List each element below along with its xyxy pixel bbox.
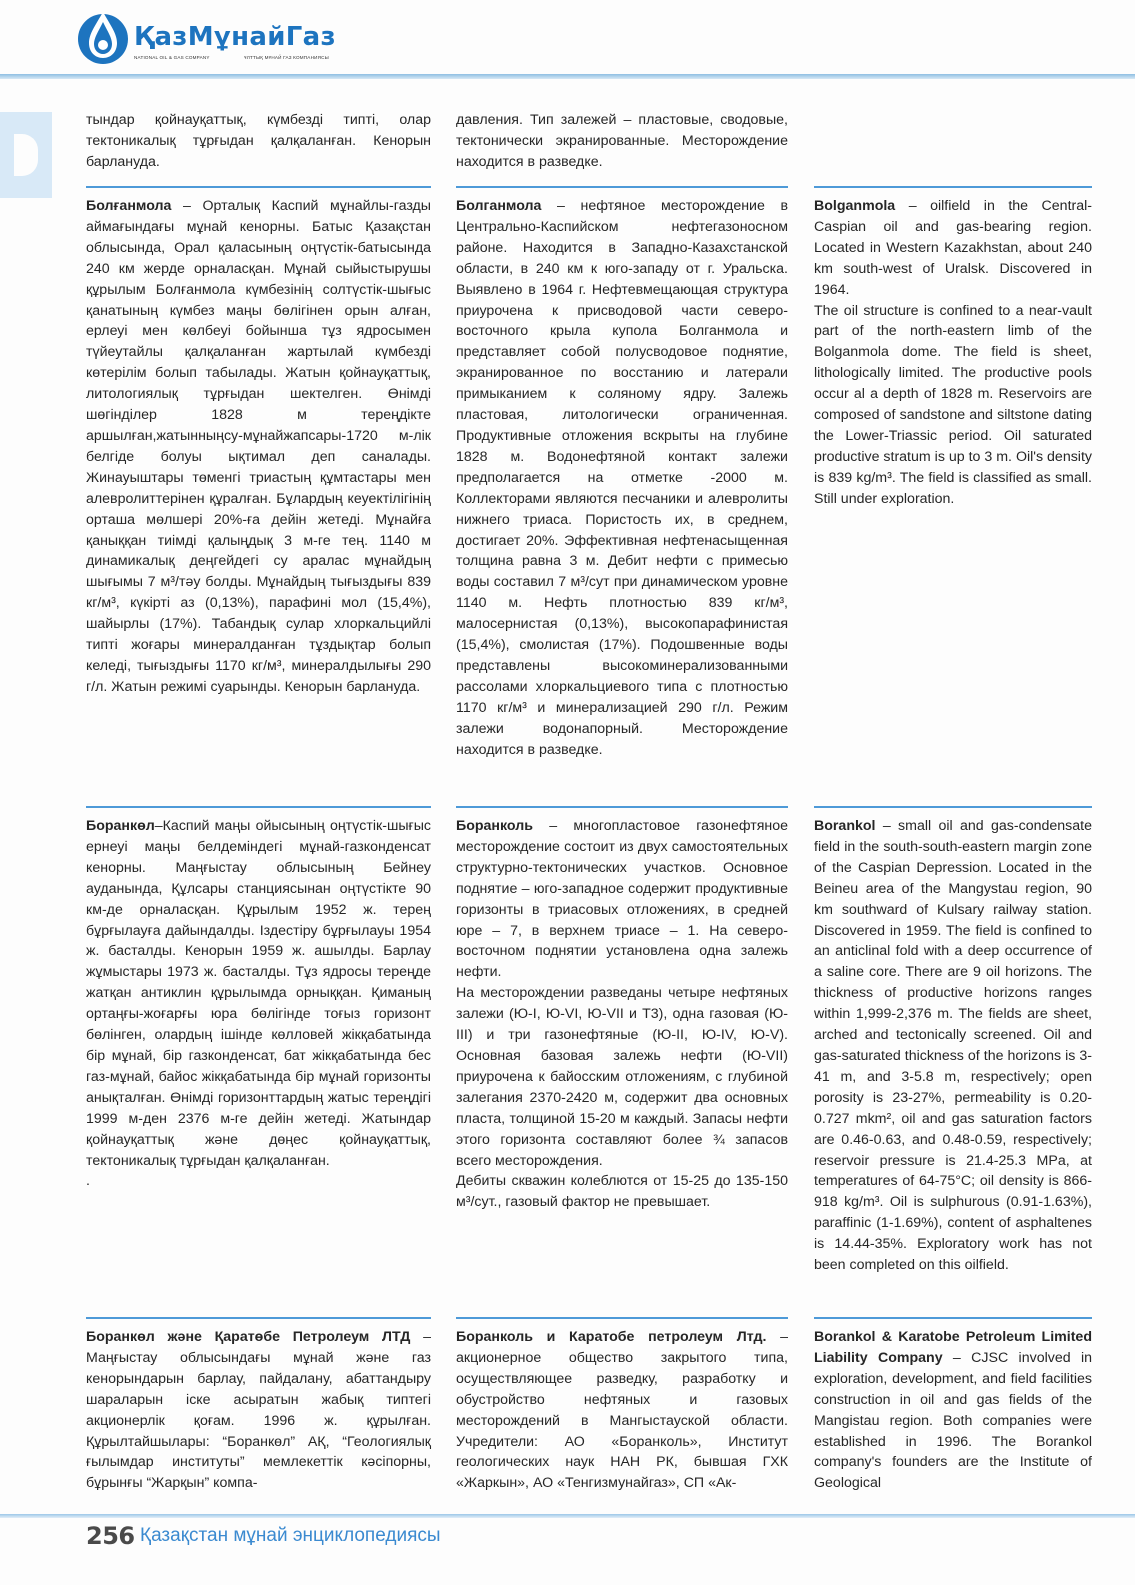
entry-borankol-karatobe-ru: Боранколь и Каратобе петролеум Лтд. – акционерное общество закрытого типа, осуществляющее разведку, разработку и обустройство нефтяных и газовых месторождений в Мангыстауской области. Учредители: АО «Боранколь», Институт геологических наук НАН РК, бывшая ГХК «Жаркын», АО «Тенгизмунайгаз», СП «Ак- (456, 1329, 788, 1492)
section-rule (456, 806, 788, 808)
entry-term: Боранкөл (86, 818, 155, 834)
entry-borankol-ru: Боранколь – многопластовое газонефтяное месторождение состоит из двух самостоятельных структурно-тектонических участков. Основное поднятие – юго-западное содержит продуктивные горизонты в триасовых отложениях, в средней юре – 7, в верхнем триасе – 1. На северо-восточном поднятии установлена одна залежь нефти. На месторождении разведаны четыре нефтяных залежи (Ю-I, Ю-VI, Ю-VII и Т3), одна газовая (Ю-III) и три газонефтяные (Ю-II, Ю-IV, Ю-V). Основная базовая залежь нефти (Ю-VII) приурочена к байосским отложениям, с глубиной залегания 2370-2420 м, содержит два основных пласта, толщиной 15-20 м каждый. Запасы нефти этого горизонта составляют более ¾ запасов всего месторождения. Дебиты скважин колеблются от 15-25 до 135-150 м³/сут., газовый фактор не превышает. (456, 818, 788, 1211)
section-rule (86, 1317, 431, 1319)
entry-term: Bolganmola (814, 198, 896, 214)
section-rule (814, 1317, 1092, 1319)
logo-subtitle-kz: ҰЛТТЫҚ МҰНАЙ ГАЗ КОМПАНИЯСЫ (244, 55, 329, 60)
entry-borankol-karatobe-kz: Боранкөл және Қаратөбе Петролеум ЛТД – Маңғыстау облысындағы мұнай және газ кенорындарын барлау, пайдалану, абаттандыру шараларын іске асыратын жабық типтегі акционерлік қоғам. 1996 ж. құрылған. Құрылтайшылары: “Боранкөл” АҚ, “Геологиялық ғылымдар институты” мемлекеттік кәсіпорны, бұрынғы “Жарқын” компа- (86, 1329, 431, 1492)
entry-term: Боранколь и Каратобе петролеум Лтд. (456, 1329, 767, 1345)
logo-subtitle-en: NATIONAL OIL & GAS COMPANY (134, 55, 210, 60)
entry-term: Болғанмола (86, 198, 172, 214)
continuation-kz: тындар қойнауқаттық, күмбезді типті, олар тектоникалық тұрғыдан қалқаланған. Кенорын барлануда. (86, 112, 431, 170)
section-rule (456, 1317, 788, 1319)
header-rule (0, 74, 1135, 79)
logo-wordmark: ҚазМұнайГаз (134, 22, 336, 52)
continuation-ru: давления. Тип залежей – пластовые, сводовые, тектонически экранированные. Месторождение находится в разведке. (456, 112, 788, 170)
section-rule (86, 186, 431, 188)
entry-term: Боранкөл және Қаратөбе Петролеум ЛТД (86, 1329, 411, 1345)
entry-term: Borankol (814, 818, 876, 834)
page-number: 256 (86, 1522, 135, 1550)
entry-term: Болганмола (456, 198, 542, 214)
entry-bolganmola-ru: Болганмола – нефтяное месторождение в Центрально-Каспийском нефтегазоносном районе. Находится в Западно-Казахстанской области, в 240 км к юго-западу от г. Уральска. Выявлено в 1964 г. Нефтевмещающая структура приурочена к присводовой части северо-восточного крыла купола Болганмола и представляет собой полусводовое поднятие, экранированное по восстанию и латерали примыканием к соляному ядру. Залежь пластовая, литологически ограниченная. Продуктивные отложения вскрыты на глубине 1828 м. Водонефтяной контакт залежи предполагается на отметке -2000 м. Коллекторами являются песчаники и алевролиты нижнего триаса. Пористость их, в среднем, достигает 20%. Эффективная нефтенасыщенная толщина равна 3 м. Дебит нефти с примесью воды составил 7 м³/сут при динамическом уровне 1140 м. Нефть плотностью 839 кг/м³, малосернистая (0,13%), высокопарафинистая (15,4%), смолистая (17%). Подошвенные воды представлены высокоминерализованными рассолами хлоркальциевого типа с плотностью 1170 кг/м³ и минерализацией 290 г/л. Режим залежи водонапорный. Месторождение находится в разведке. (456, 198, 788, 758)
entry-borankol-en: Borankol – small oil and gas-condensate field in the south-south-eastern margin zone of the Caspian Depression. Located in the Beineu area of the Mangystau region, 90 km southward of Kulsary railway station. Discovered in 1959. The field is confined to an anticlinal fold with a deep occurrence of a saline core. There are 9 oil horizons. The thickness of productive horizons ranges within 1,999-2,376 m. The fields are sheet, arched and tectonically screened. Oil and gas-saturated thickness of the horizons is 3-41 m, and 3-5.8 m, respectively; open porosity is 23-27%, permeability is 0.20-0.727 mkm², oil and gas saturation factors are 0.46-0.63, and 0.48-0.59, respectively; reservoir pressure is 21.4-25.3 MPa, at temperatures of 64-75°C; oil density is 866-918 kg/m³. Oil is sulphurous (0.91-1.63%), paraffinic (1-1.69%), content of asphaltenes is 14.44-35%. Exploratory work has not been completed on this oilfield. (814, 818, 1092, 1274)
section-rule (814, 806, 1092, 808)
entry-bolganmola-kz: Болғанмола – Орталық Каспий мұнайлы-газды аймағындағы мұнай кенорны. Батыс Қазақстан облысында, Орал қаласының оңтүстік-батысында 240 км жерде орналасқан. Мұнай сыйыстырушы құрылым Болғанмола күмбезінің солтүстік-шығыс қанатының күмбез маңы бөлігінен орын алған, ерлеуі мен көлбеуі бойынша тұз ядросымен түйеутайлы қалқаланған жартылай күмбезді көтерілім болып табылады. Жатын қойнауқаттық, литологиялық тұрғыдан шектелген. Өнімді шөгінділер 1828 м тереңдікте аршылған,жатынныңсу-мұнайжапсары-1720 м-лік белгіде болуы ықтимал деп саналады. Жинауыштары төменгі триастың құмтастары мен алевролиттерінен құралған. Бұлардың кеуектілігінің орташа мөлшері 20%-ға дейін жетеді. Мұнайға қаныққан тиімді қалыңдық 3 м-ге тең. 1140 м динамикалық деңгейдегі су аралас мұнайдың шығымы 7 м³/тәу болды. Мұнайдың тығыздығы 839 кг/м³, күкірті аз (0,13%), парафині мол (15,4%), шайырлы (17%). Табандық сулар хлоркальцийлі типті жоғары минералданған тұздықтар болып келеді, тығыздығы 1170 кг/м³, минералдылығы 290 г/л. Жатын режимі суарынды. Кенорын барлануда. (86, 198, 431, 695)
book-title: Қазақстан мұнай энциклопедиясы (140, 1525, 441, 1546)
section-rule (456, 186, 788, 188)
footer-rule (0, 1514, 1135, 1518)
entry-bolganmola-en: Bolganmola – oilfield in the Central-Caspian oil and gas-bearing region. Located in Western Kazakhstan, about 240 km south-west of Uralsk. Discovered in 1964. The oil structure is confined to a near-vault part of the north-eastern limb of the Bolganmola dome. The field is sheet, lithologically limited. The productive pools occur al a depth of 1828 m. Reservoirs are composed of sandstone and siltstone dating the Lower-Triassic period. Oil saturated productive stratum is up to 3 m. Oil's density is 839 kg/m³. The field is classified as small. Still under exploration. (814, 198, 1092, 507)
entry-borankol-karatobe-en: Borankol & Karatobe Petroleum Limited Liability Company – CJSC involved in exploration, development, and field facilities construction in oil and gas fields of the Mangistau region. Both companies were established in 1996. The Borankol company's founders are the Institute of Geological (814, 1329, 1092, 1492)
section-rule (86, 806, 431, 808)
page-header (0, 0, 1135, 80)
entry-term: Боранколь (456, 818, 533, 834)
section-letter-tab (0, 112, 52, 198)
kazmunaygas-logo-icon (76, 8, 130, 66)
entry-borankol-kz: Боранкөл–Каспий маңы ойысының оңтүстік-шығыс ернеуі маңы белдеміндегі мұнай-газконденсат кенорны. Маңғыстау облысының Бейнеу ауданында, Құлсары станциясынан оңтүстікте 90 км-де орналасқан. Құрылым 1952 ж. терең бұрғылауға дайындалды. Іздестіру бұрғылауы 1954 ж. басталды. Кенорын 1959 ж. ашылды. Барлау жұмыстары 1973 ж. басталды. Тұз ядросы тереңде жатқан антиклин құрылымда орныққан. Қиманың ортаңғы-жоғарғы юра бөлігінде тоғыз горизонт бөлінген, олардың ішінде көлловей жікқабатында бір мұнай, бір газконденсат, бат жікқабатында бес газ-мұнай, байос жікқабатында бір мұнай горизонты анықталған. Өнімді горизонттардың жатыс тереңдігі 1999 м-ден 2376 м-ге дейін жетеді. Жатындар қойнауқаттық және дөңес қойнауқаттық, тектоникалық тұрғыдан қалқаланған. . (86, 818, 431, 1190)
section-rule (814, 186, 1092, 188)
entry-term: Borankol & Karatobe Petroleum Limited Liability Company (814, 1329, 1092, 1366)
